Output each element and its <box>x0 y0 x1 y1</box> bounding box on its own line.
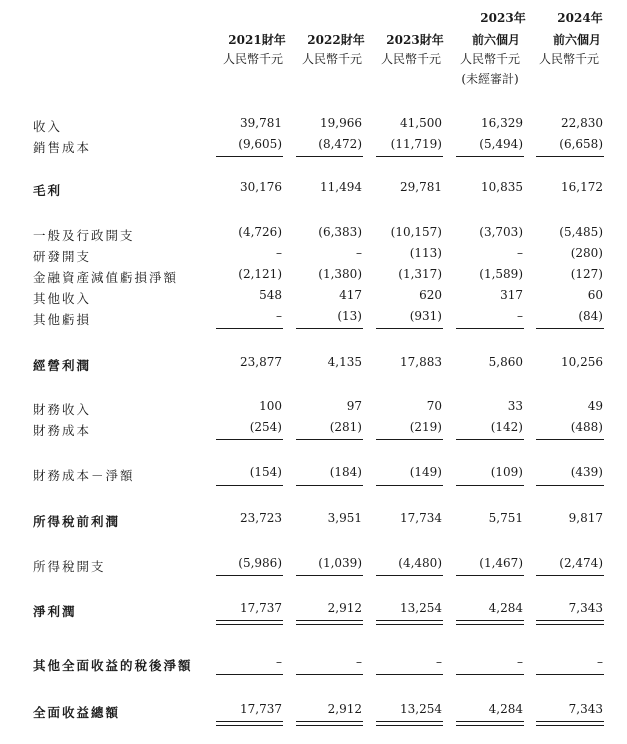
cell-finance-costs-col1: (254) <box>249 420 282 434</box>
row-label-admin-expenses: 一般及行政開支 <box>33 228 135 243</box>
col4-header-note: (未經審計) <box>461 72 519 86</box>
cell-profit-before-tax-col2: 3,951 <box>327 511 362 525</box>
cell-rnd-expenses-col3: (113) <box>409 246 442 260</box>
cell-finance-costs-col2: (281) <box>329 420 362 434</box>
cell-profit-before-tax-col5: 9,817 <box>568 511 603 525</box>
rule-after-net-finance-costs-col1 <box>216 485 283 486</box>
cell-cost-of-sales-col1: (9,605) <box>238 137 282 151</box>
rule-after-finance-costs-col4 <box>456 439 524 440</box>
rule-after-total-comprehensive-income-col5 <box>536 721 604 726</box>
cell-other-losses-col1: – <box>276 309 282 323</box>
cell-other-income-col3: 620 <box>419 288 442 302</box>
col3-header-unit: 人民幣千元 <box>380 52 441 66</box>
col3-header-period: 2023財年 <box>386 33 444 47</box>
rule-after-other-losses-col2 <box>296 328 363 329</box>
cell-revenue-col2: 19,966 <box>320 116 362 130</box>
cell-other-losses-col2: (13) <box>337 309 362 323</box>
cell-operating-profit-col4: 5,860 <box>488 355 523 369</box>
cell-net-profit-col1: 17,737 <box>240 601 282 615</box>
cell-finance-income-col4: 33 <box>507 399 523 413</box>
row-label-cost-of-sales: 銷售成本 <box>33 140 92 155</box>
rule-after-oci-col4 <box>456 674 524 675</box>
rule-after-total-comprehensive-income-col4 <box>456 721 524 726</box>
row-label-net-profit: 淨利潤 <box>33 604 77 619</box>
cell-other-comprehensive-income-col2: – <box>356 655 362 669</box>
rule-after-net-finance-costs-col3 <box>376 485 443 486</box>
cell-net-finance-costs-col3: (149) <box>409 465 442 479</box>
col1-header-period: 2021財年 <box>228 33 286 47</box>
cell-rnd-expenses-col4: – <box>517 246 523 260</box>
cell-gross-profit-col3: 29,781 <box>400 180 442 194</box>
row-label-total-comprehensive-income: 全面收益總額 <box>33 705 121 720</box>
cell-impairment-losses-col1: (2,121) <box>238 267 282 281</box>
cell-finance-income-col2: 97 <box>346 399 362 413</box>
row-label-other-income: 其他收入 <box>33 291 92 306</box>
rule-after-income-tax-col2 <box>296 575 363 576</box>
cell-other-comprehensive-income-col5: – <box>597 655 603 669</box>
rule-after-income-tax-col4 <box>456 575 524 576</box>
rule-after-other-losses-col1 <box>216 328 283 329</box>
cell-total-comprehensive-income-col5: 7,343 <box>568 702 603 716</box>
cell-other-comprehensive-income-col3: – <box>436 655 442 669</box>
cell-income-tax-expense-col3: (4,480) <box>398 556 442 570</box>
cell-net-profit-col2: 2,912 <box>327 601 362 615</box>
rule-after-net-finance-costs-col5 <box>536 485 604 486</box>
rule-after-net-finance-costs-col4 <box>456 485 524 486</box>
rule-after-oci-col1 <box>216 674 283 675</box>
cell-gross-profit-col1: 30,176 <box>240 180 282 194</box>
col2-header-unit: 人民幣千元 <box>301 52 362 66</box>
row-label-profit-before-tax: 所得稅前利潤 <box>33 514 121 529</box>
cell-income-tax-expense-col4: (1,467) <box>479 556 523 570</box>
col5-header-year: 2024年 <box>557 11 603 25</box>
cell-finance-income-col1: 100 <box>259 399 282 413</box>
cell-revenue-col4: 16,329 <box>481 116 523 130</box>
row-label-income-tax-expense: 所得稅開支 <box>33 559 106 574</box>
cell-admin-expenses-col4: (3,703) <box>479 225 523 239</box>
rule-after-oci-col3 <box>376 674 443 675</box>
cell-profit-before-tax-col3: 17,734 <box>400 511 442 525</box>
cell-operating-profit-col2: 4,135 <box>327 355 362 369</box>
row-label-other-losses: 其他虧損 <box>33 312 92 327</box>
cell-net-finance-costs-col2: (184) <box>329 465 362 479</box>
rule-after-finance-costs-col1 <box>216 439 283 440</box>
cell-other-losses-col3: (931) <box>409 309 442 323</box>
rule-after-net-profit-col2 <box>296 620 363 625</box>
col2-header-period: 2022財年 <box>307 33 365 47</box>
rule-after-total-comprehensive-income-col1 <box>216 721 283 726</box>
cell-other-income-col2: 417 <box>339 288 362 302</box>
cell-admin-expenses-col1: (4,726) <box>238 225 282 239</box>
cell-operating-profit-col3: 17,883 <box>400 355 442 369</box>
row-label-finance-income: 財務收入 <box>33 402 92 417</box>
cell-finance-costs-col3: (219) <box>409 420 442 434</box>
cell-finance-costs-col4: (142) <box>490 420 523 434</box>
cell-impairment-losses-col5: (127) <box>570 267 603 281</box>
cell-rnd-expenses-col5: (280) <box>570 246 603 260</box>
cell-rnd-expenses-col1: – <box>276 246 282 260</box>
cell-admin-expenses-col3: (10,157) <box>390 225 442 239</box>
cell-impairment-losses-col2: (1,380) <box>318 267 362 281</box>
rule-after-income-tax-col1 <box>216 575 283 576</box>
cell-total-comprehensive-income-col4: 4,284 <box>488 702 523 716</box>
rule-after-net-profit-col3 <box>376 620 443 625</box>
cell-income-tax-expense-col5: (2,474) <box>559 556 603 570</box>
rule-after-oci-col2 <box>296 674 363 675</box>
cell-finance-income-col5: 49 <box>587 399 603 413</box>
cell-other-losses-col5: (84) <box>578 309 603 323</box>
row-label-finance-costs: 財務成本 <box>33 423 92 438</box>
cell-other-income-col4: 317 <box>500 288 523 302</box>
rule-after-income-tax-col3 <box>376 575 443 576</box>
rule-after-other-losses-col3 <box>376 328 443 329</box>
cell-gross-profit-col4: 10,835 <box>481 180 523 194</box>
cell-impairment-losses-col3: (1,317) <box>398 267 442 281</box>
rule-after-net-finance-costs-col2 <box>296 485 363 486</box>
cell-cost-of-sales-col3: (11,719) <box>390 137 442 151</box>
row-label-impairment-losses: 金融資產減值虧損淨額 <box>33 270 179 285</box>
rule-after-total-comprehensive-income-col3 <box>376 721 443 726</box>
rule-after-net-profit-col4 <box>456 620 524 625</box>
row-label-revenue: 收入 <box>33 119 63 134</box>
rule-after-cost-of-sales-col4 <box>456 156 524 157</box>
cell-admin-expenses-col5: (5,485) <box>559 225 603 239</box>
rule-after-finance-costs-col2 <box>296 439 363 440</box>
col5-header-period: 前六個月 <box>552 33 601 47</box>
rule-after-net-profit-col5 <box>536 620 604 625</box>
col1-header-unit: 人民幣千元 <box>222 52 283 66</box>
cell-net-finance-costs-col5: (439) <box>570 465 603 479</box>
cell-other-income-col1: 548 <box>259 288 282 302</box>
cell-total-comprehensive-income-col1: 17,737 <box>240 702 282 716</box>
cell-admin-expenses-col2: (6,383) <box>318 225 362 239</box>
rule-after-cost-of-sales-col3 <box>376 156 443 157</box>
cell-net-profit-col4: 4,284 <box>488 601 523 615</box>
cell-income-tax-expense-col1: (5,986) <box>238 556 282 570</box>
rule-after-net-profit-col1 <box>216 620 283 625</box>
cell-gross-profit-col5: 16,172 <box>561 180 603 194</box>
cell-revenue-col5: 22,830 <box>561 116 603 130</box>
cell-impairment-losses-col4: (1,589) <box>479 267 523 281</box>
cell-rnd-expenses-col2: – <box>356 246 362 260</box>
cell-total-comprehensive-income-col2: 2,912 <box>327 702 362 716</box>
col4-header-period: 前六個月 <box>471 33 520 47</box>
cell-net-profit-col5: 7,343 <box>568 601 603 615</box>
cell-cost-of-sales-col4: (5,494) <box>479 137 523 151</box>
rule-after-cost-of-sales-col2 <box>296 156 363 157</box>
row-label-net-finance-costs: 財務成本－淨額 <box>33 468 135 483</box>
col4-header-year: 2023年 <box>480 11 526 25</box>
rule-after-cost-of-sales-col1 <box>216 156 283 157</box>
cell-gross-profit-col2: 11,494 <box>320 180 362 194</box>
rule-after-oci-col5 <box>536 674 604 675</box>
rule-after-total-comprehensive-income-col2 <box>296 721 363 726</box>
cell-income-tax-expense-col2: (1,039) <box>318 556 362 570</box>
cell-other-income-col5: 60 <box>587 288 603 302</box>
cell-net-finance-costs-col1: (154) <box>249 465 282 479</box>
cell-finance-costs-col5: (488) <box>570 420 603 434</box>
cell-profit-before-tax-col4: 5,751 <box>488 511 523 525</box>
cell-other-comprehensive-income-col4: – <box>517 655 523 669</box>
cell-net-profit-col3: 13,254 <box>400 601 442 615</box>
rule-after-finance-costs-col5 <box>536 439 604 440</box>
cell-revenue-col3: 41,500 <box>400 116 442 130</box>
cell-operating-profit-col1: 23,877 <box>240 355 282 369</box>
col4-header-unit: 人民幣千元 <box>459 52 520 66</box>
cell-net-finance-costs-col4: (109) <box>490 465 523 479</box>
rule-after-cost-of-sales-col5 <box>536 156 604 157</box>
cell-revenue-col1: 39,781 <box>240 116 282 130</box>
cell-operating-profit-col5: 10,256 <box>561 355 603 369</box>
cell-total-comprehensive-income-col3: 13,254 <box>400 702 442 716</box>
cell-finance-income-col3: 70 <box>426 399 442 413</box>
rule-after-income-tax-col5 <box>536 575 604 576</box>
cell-other-comprehensive-income-col1: – <box>276 655 282 669</box>
cell-other-losses-col4: – <box>517 309 523 323</box>
rule-after-other-losses-col4 <box>456 328 524 329</box>
row-label-rnd-expenses: 研發開支 <box>33 249 92 264</box>
col5-header-unit: 人民幣千元 <box>538 52 599 66</box>
cell-cost-of-sales-col5: (6,658) <box>559 137 603 151</box>
cell-profit-before-tax-col1: 23,723 <box>240 511 282 525</box>
row-label-other-comprehensive-income: 其他全面收益的稅後淨額 <box>33 658 193 673</box>
row-label-operating-profit: 經營利潤 <box>33 358 92 373</box>
rule-after-finance-costs-col3 <box>376 439 443 440</box>
cell-cost-of-sales-col2: (8,472) <box>318 137 362 151</box>
row-label-gross-profit: 毛利 <box>33 183 63 198</box>
rule-after-other-losses-col5 <box>536 328 604 329</box>
